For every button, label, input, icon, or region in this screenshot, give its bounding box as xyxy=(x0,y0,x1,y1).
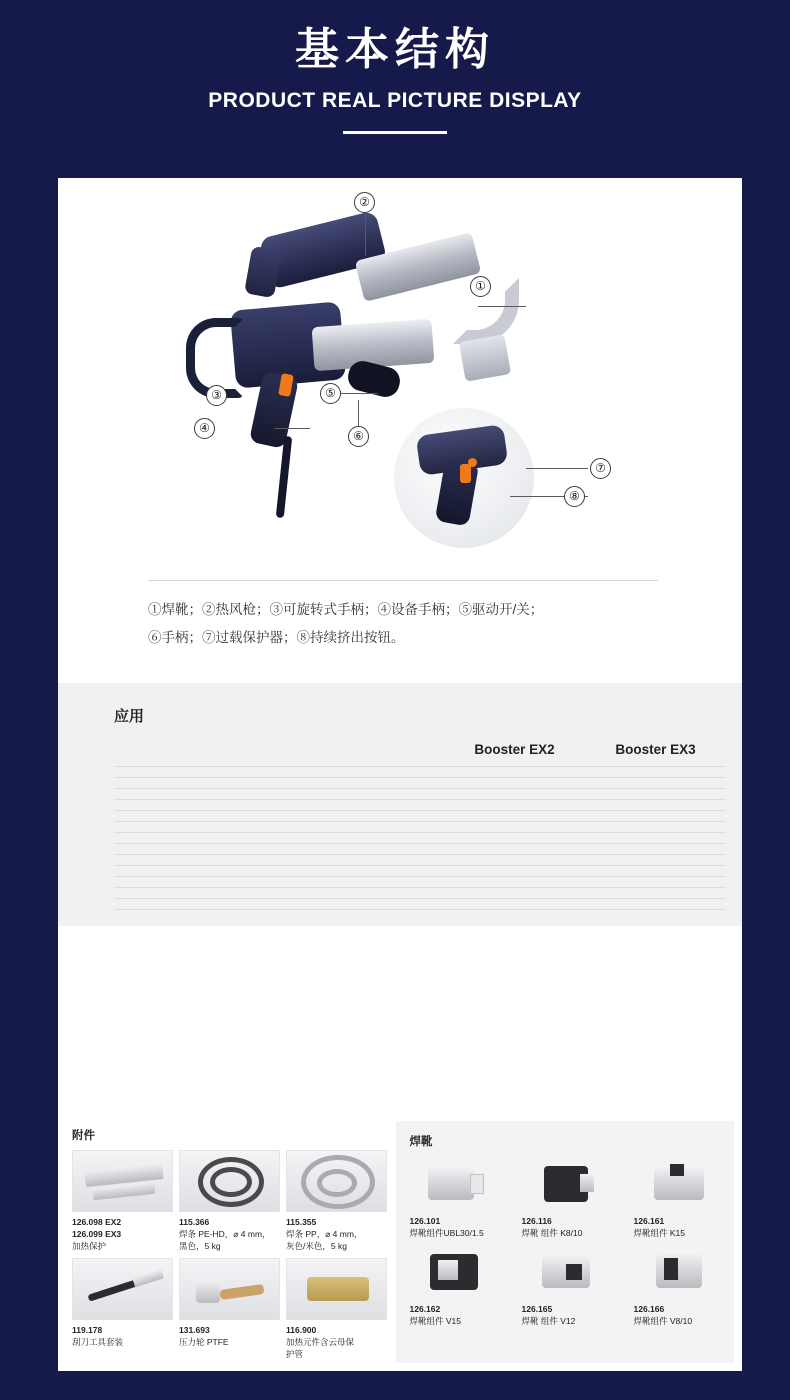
callout-4: ④ xyxy=(194,418,215,439)
app-rating-ex2 xyxy=(444,789,585,800)
table-row xyxy=(114,855,726,866)
welding-shoes-grid xyxy=(410,1156,734,1327)
welding-shoe-desc: 焊靴组件 K15 xyxy=(633,1228,686,1239)
welding-shoe-caption xyxy=(634,1215,726,1240)
accessory-desc: 压力轮 PTFE xyxy=(179,1337,229,1348)
accessory-item xyxy=(286,1258,387,1360)
accessory-code: 126.098 EX2 126.099 EX3 xyxy=(72,1217,122,1240)
power-cord xyxy=(276,436,293,518)
table-header-row xyxy=(114,736,726,767)
leader-1 xyxy=(478,306,526,307)
accessory-thumbnail xyxy=(179,1150,280,1212)
accessory-thumbnail xyxy=(179,1258,280,1320)
app-name xyxy=(114,833,444,844)
app-name xyxy=(114,822,444,833)
welding-shoe-item xyxy=(410,1244,502,1328)
welding-shoe-item xyxy=(634,1244,726,1328)
welding-shoe-thumbnail xyxy=(522,1244,614,1300)
app-rating-ex2 xyxy=(444,866,585,877)
app-rating-ex3 xyxy=(585,822,726,833)
accessory-caption xyxy=(286,1324,387,1360)
app-rating-ex2 xyxy=(444,778,585,789)
welding-shoe-caption xyxy=(410,1303,502,1328)
welding-shoe-item xyxy=(522,1156,614,1240)
table-row xyxy=(114,800,726,811)
app-rating-ex2 xyxy=(444,855,585,866)
product-photo xyxy=(58,178,742,578)
accessory-code: 119.178 xyxy=(72,1325,103,1336)
app-name xyxy=(114,844,444,855)
welding-shoe-code: 126.161 xyxy=(633,1216,665,1226)
app-name xyxy=(114,778,444,789)
app-name xyxy=(114,789,444,800)
accessory-desc: 刮刀工具套装 xyxy=(72,1337,124,1348)
app-rating-ex3 xyxy=(585,844,726,855)
app-rating-ex3 xyxy=(585,778,726,789)
welding-shoe-code: 126.162 xyxy=(409,1303,441,1314)
app-rating-ex2 xyxy=(444,800,585,811)
accessory-caption xyxy=(179,1216,280,1252)
col-header-ex3: Booster EX3 xyxy=(615,742,696,757)
app-rating-ex3 xyxy=(585,789,726,800)
accessory-caption xyxy=(72,1216,173,1252)
welding-shoe-code: 126.166 xyxy=(633,1303,665,1314)
welding-shoe-thumbnail xyxy=(410,1156,502,1212)
welding-shoe-code: 126.116 xyxy=(521,1216,552,1226)
callout-6: ⑥ xyxy=(348,426,369,447)
welding-shoe-desc: 焊靴组件 V15 xyxy=(409,1315,462,1326)
page-header xyxy=(0,0,790,134)
app-rating-ex2 xyxy=(444,877,585,888)
accessory-caption xyxy=(286,1216,387,1252)
app-rating-ex2 xyxy=(444,822,585,833)
accessory-code: 115.366 xyxy=(179,1217,210,1227)
app-rating-ex2 xyxy=(444,899,585,910)
accessory-item xyxy=(179,1258,280,1360)
callout-2: ② xyxy=(354,192,375,213)
callout-5: ⑤ xyxy=(320,383,341,404)
welding-shoe-desc: 焊靴 组件 V12 xyxy=(521,1315,576,1326)
legend-text xyxy=(148,596,668,653)
app-name xyxy=(114,888,444,899)
table-row xyxy=(114,844,726,855)
accessory-desc: 加热保护 xyxy=(72,1241,107,1252)
welding-shoe-caption xyxy=(522,1303,614,1328)
app-name xyxy=(114,800,444,811)
welding-shoe-caption xyxy=(634,1303,726,1328)
welding-shoe-thumbnail xyxy=(634,1244,726,1300)
app-rating-ex2 xyxy=(444,811,585,822)
accessory-thumbnail xyxy=(72,1258,173,1320)
accessories-section xyxy=(58,1113,742,1371)
app-rating-ex2 xyxy=(444,833,585,844)
app-rating-ex2 xyxy=(444,767,585,778)
welding-shoe-item xyxy=(634,1156,726,1240)
table-row xyxy=(114,767,726,778)
app-rating-ex3 xyxy=(585,833,726,844)
table-row xyxy=(114,877,726,888)
applications-table-body xyxy=(114,767,726,910)
accessory-desc: 加热元件含云母保 护管 xyxy=(286,1337,355,1360)
legend-divider xyxy=(148,580,658,581)
table-row xyxy=(114,833,726,844)
page-subtitle: PRODUCT REAL PICTURE DISPLAY xyxy=(208,89,582,112)
accessory-caption xyxy=(72,1324,173,1348)
app-name xyxy=(114,899,444,910)
app-rating-ex3 xyxy=(585,888,726,899)
accessory-desc: 焊条 PE-HD，⌀ 4 mm， 黑色，5 kg xyxy=(179,1229,271,1252)
app-rating-ex3 xyxy=(585,877,726,888)
callout-8: ⑧ xyxy=(564,486,585,507)
welding-shoes-title: 焊靴 xyxy=(409,1136,433,1148)
welding-shoe-desc: 焊靴 组件 K8/10 xyxy=(521,1228,583,1239)
col-header-name xyxy=(114,736,444,767)
welding-shoe-thumbnail xyxy=(410,1244,502,1300)
welding-shoe-desc: 焊靴组件 V8/10 xyxy=(633,1315,693,1326)
welding-shoe-code: 126.165 xyxy=(521,1303,553,1314)
accessories-panel xyxy=(58,1113,392,1371)
page-title: 基本结构 xyxy=(295,25,495,74)
leader-7 xyxy=(526,468,588,469)
app-name xyxy=(114,811,444,822)
welding-shoe-item xyxy=(522,1244,614,1328)
detail-zoom-circle xyxy=(394,408,534,548)
accessory-thumbnail xyxy=(286,1150,387,1212)
table-row xyxy=(114,811,726,822)
callout-1: ① xyxy=(470,276,491,297)
app-name xyxy=(114,767,444,778)
accessories-grid xyxy=(72,1150,392,1360)
app-name xyxy=(114,866,444,877)
accessory-caption xyxy=(179,1324,280,1348)
accessory-code: 131.693 xyxy=(179,1325,210,1336)
table-row xyxy=(114,822,726,833)
welding-shoe-thumbnail xyxy=(634,1156,726,1212)
applications-title: 应用 xyxy=(114,708,145,725)
applications-section xyxy=(58,683,742,926)
accessory-desc: 焊条 PP，⌀ 4 mm， 灰色/米色，5 kg xyxy=(286,1229,363,1252)
welding-shoe-desc: 焊靴组件UBL30/1.5 xyxy=(409,1228,484,1239)
app-rating-ex3 xyxy=(585,855,726,866)
product-image-area xyxy=(58,178,742,578)
leader-2 xyxy=(365,214,366,256)
welding-shoe-code: 126.101 xyxy=(409,1216,441,1226)
welding-shoe-item xyxy=(410,1156,502,1240)
detail-extrude-button xyxy=(468,458,477,467)
app-rating-ex3 xyxy=(585,811,726,822)
detail-overload-protector xyxy=(460,464,471,483)
welding-shoe-caption xyxy=(522,1215,614,1240)
accessory-item xyxy=(179,1150,280,1252)
hot-air-gun-grip xyxy=(244,246,282,298)
accessory-item xyxy=(72,1258,173,1360)
app-rating-ex3 xyxy=(585,866,726,877)
content-card xyxy=(58,178,742,1371)
accessory-item xyxy=(286,1150,387,1252)
accessories-title: 附件 xyxy=(72,1130,95,1142)
accessory-item xyxy=(72,1150,173,1252)
applications-table xyxy=(114,736,726,910)
app-name xyxy=(114,877,444,888)
legend-line-1: ①焊靴；②热风枪；③可旋转式手柄；④设备手柄；⑤驱动开/关； xyxy=(148,602,544,617)
welding-shoe-part xyxy=(459,334,511,381)
header-divider xyxy=(343,131,447,134)
table-row xyxy=(114,778,726,789)
app-rating-ex3 xyxy=(585,800,726,811)
accessory-code: 116.900 xyxy=(286,1325,317,1336)
app-name xyxy=(114,855,444,866)
accessory-thumbnail xyxy=(72,1150,173,1212)
table-row xyxy=(114,789,726,800)
leader-4 xyxy=(274,428,310,429)
table-row xyxy=(114,888,726,899)
welding-shoe-caption xyxy=(410,1215,502,1240)
table-row xyxy=(114,866,726,877)
app-rating-ex2 xyxy=(444,888,585,899)
accessory-thumbnail xyxy=(286,1258,387,1320)
callout-7: ⑦ xyxy=(590,458,611,479)
app-rating-ex3 xyxy=(585,767,726,778)
col-header-ex2: Booster EX2 xyxy=(474,742,555,757)
legend-line-2: ⑥手柄；⑦过载保护器；⑧持续挤出按钮。 xyxy=(148,630,405,646)
table-row xyxy=(114,899,726,910)
accessory-code: 115.355 xyxy=(286,1217,317,1227)
app-rating-ex3 xyxy=(585,899,726,910)
app-rating-ex2 xyxy=(444,844,585,855)
welding-shoe-thumbnail xyxy=(522,1156,614,1212)
welding-shoes-panel xyxy=(396,1121,734,1363)
callout-3: ③ xyxy=(206,385,227,406)
